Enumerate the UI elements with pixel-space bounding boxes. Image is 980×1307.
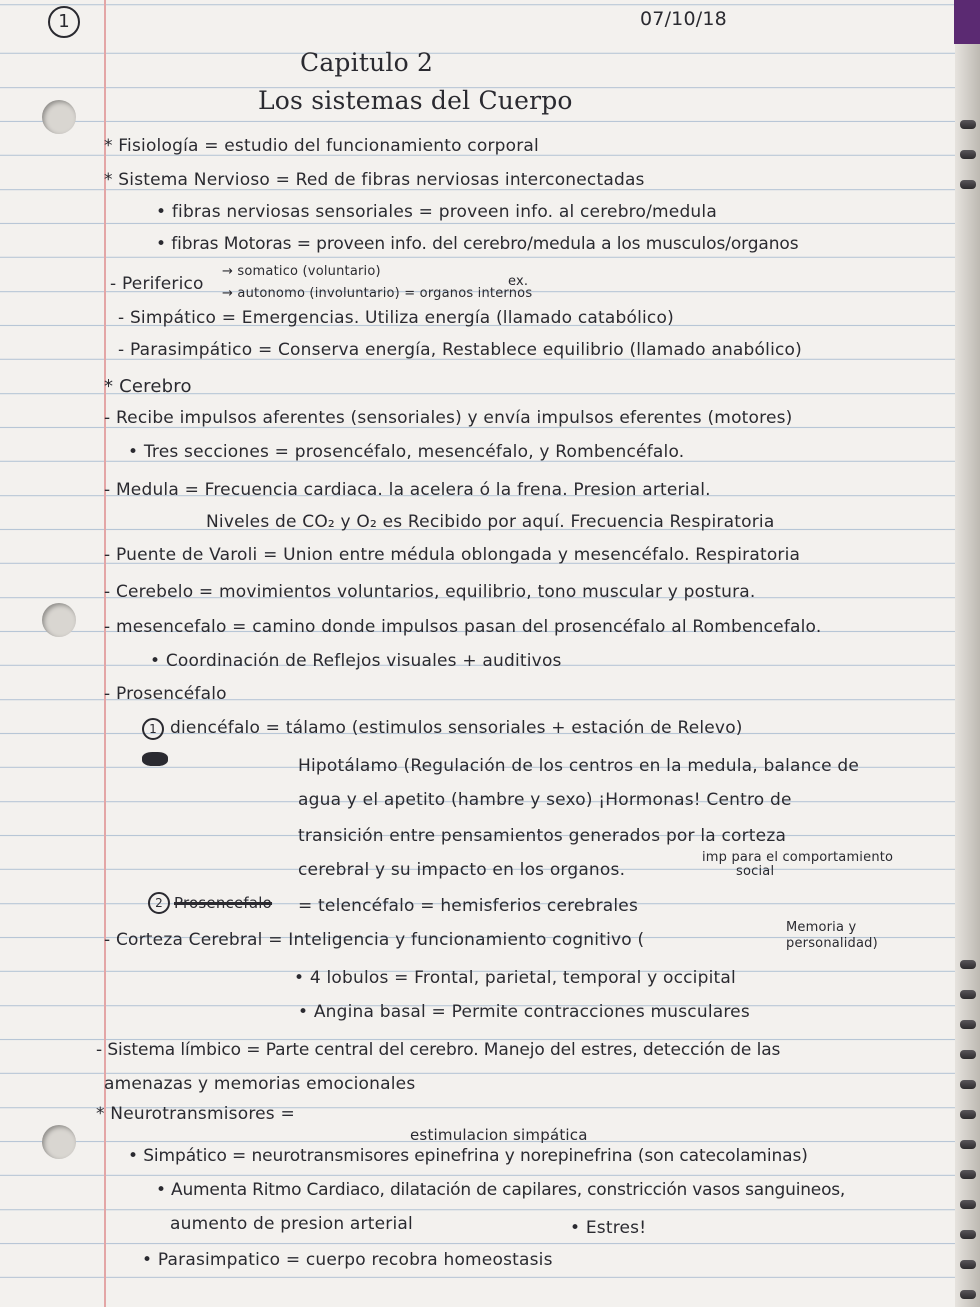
coil [960,990,976,999]
coil [960,1020,976,1029]
date: 07/10/18 [640,8,727,30]
coil [960,1140,976,1149]
annotation-social: social [736,864,775,879]
coil [960,1110,976,1119]
line-corteza: - Corteza Cerebral = Inteligencia y funcionamiento cognitivo ( [104,930,645,950]
line-limbico-2: amenazas y memorias emocionales [104,1074,416,1094]
line-medula: - Medula = Frecuencia cardiaca. la acelera ó la frena. Presion arterial. [104,480,711,500]
annotation-imp-para: imp para el comportamiento [702,850,894,865]
binder-hole-middle [42,603,76,637]
line-autonomo: → autonomo (involuntario) = organos internos [222,286,533,301]
number-one: 1 [142,718,164,740]
line-niveles: Niveles de CO₂ y O₂ es Recibido por aquí. Frecuencia Respiratoria [206,512,775,532]
line-aumenta-1: • Aumenta Ritmo Cardiaco, dilatación de capilares, constricción vasos sanguineos, [156,1180,846,1200]
number-two: 2 [148,892,170,914]
line-hipotalamo-3: transición entre pensamientos generados por la corteza [298,826,787,846]
chapter-title: Capitulo 2 [300,48,434,77]
coil [960,1200,976,1209]
coil [960,120,976,129]
binder-hole-bottom [42,1125,76,1159]
line-fibras-sensoriales: • fibras nerviosas sensoriales = proveen info. al cerebro/medula [156,202,717,222]
line-fibras-motoras: • fibras Motoras = proveen info. del cerebro/medula a los musculos/organos [156,234,799,254]
line-parasimpatico-nt: • Parasimpatico = cuerpo recobra homeostasis [142,1250,553,1270]
line-hipotalamo-1: Hipotálamo (Regulación de los centros en la medula, balance de [298,756,860,776]
coil [960,1230,976,1239]
annotation-estimulacion: estimulacion simpática [410,1126,588,1144]
coil [960,1050,976,1059]
line-somatico: → somatico (voluntario) [222,264,381,279]
line-limbico-1: - Sistema límbico = Parte central del cerebro. Manejo del estres, detección de las [96,1040,781,1060]
line-angina: • Angina basal = Permite contracciones musculares [298,1002,750,1022]
line-mesencefalo: - mesencefalo = camino donde impulsos pasan del prosencéfalo al Rombencefalo. [104,617,822,637]
annotation-memoria: Memoria y [786,920,857,935]
line-tres-secciones: • Tres secciones = prosencéfalo, mesencéfalo, y Rombencéfalo. [128,442,685,462]
line-estres: • Estres! [570,1218,647,1238]
line-fisiologia: * Fisiología = estudio del funcionamiento corporal [104,136,539,156]
line-aumenta-2: aumento de presion arterial [170,1214,413,1234]
annotation-ex: ex. [508,274,529,289]
line-recibe: - Recibe impulsos aferentes (sensoriales) y envía impulsos eferentes (motores) [104,408,793,428]
line-coordinacion: • Coordinación de Reflejos visuales + auditivos [150,651,562,671]
line-lobulos: • 4 lobulos = Frontal, parietal, temporal y occipital [294,968,736,988]
line-sistema-nervioso: * Sistema Nervioso = Red de fibras nerviosas interconectadas [104,170,645,190]
coil [960,180,976,189]
scribbled-mark [142,752,168,766]
coil [960,1290,976,1299]
coil [960,960,976,969]
binder-hole-top [42,100,76,134]
coil [960,1170,976,1179]
page-number: 1 [48,6,80,38]
line-hipotalamo-2: agua y el apetito (hambre y sexo) ¡Hormonas! Centro de [298,790,792,810]
line-prosencefalo: - Prosencéfalo [104,684,227,704]
chapter-subtitle: Los sistemas del Cuerpo [258,86,573,115]
line-cerebelo: - Cerebelo = movimientos voluntarios, equilibrio, tono muscular y postura. [104,582,756,602]
line-cerebro: * Cerebro [104,376,192,397]
struck-prosencefalo: Prosencefalo [174,894,273,912]
annotation-personalidad: personalidad) [786,936,878,951]
cover-corner [954,0,980,44]
line-hipotalamo-4: cerebral y su impacto en los organos. [298,860,626,880]
line-neurotransmisores: * Neurotransmisores = [96,1104,295,1124]
coil [960,1260,976,1269]
coil [960,1080,976,1089]
line-periferico: - Periferico [110,274,204,294]
line-puente: - Puente de Varoli = Union entre médula oblongada y mesencéfalo. Respiratoria [104,545,801,565]
line-parasimpatico: - Parasimpático = Conserva energía, Restablece equilibrio (llamado anabólico) [118,340,802,360]
line-telencefalo: = telencéfalo = hemisferios cerebrales [298,896,639,916]
line-simpatico: - Simpático = Emergencias. Utiliza energía (llamado catabólico) [118,308,674,328]
spiral-binding [955,0,980,1307]
line-diencefalo: diencéfalo = tálamo (estimulos sensoriales + estación de Relevo) [170,718,743,738]
coil [960,150,976,159]
line-simpatico-nt: • Simpático = neurotransmisores epinefrina y norepinefrina (son catecolaminas) [128,1146,808,1166]
